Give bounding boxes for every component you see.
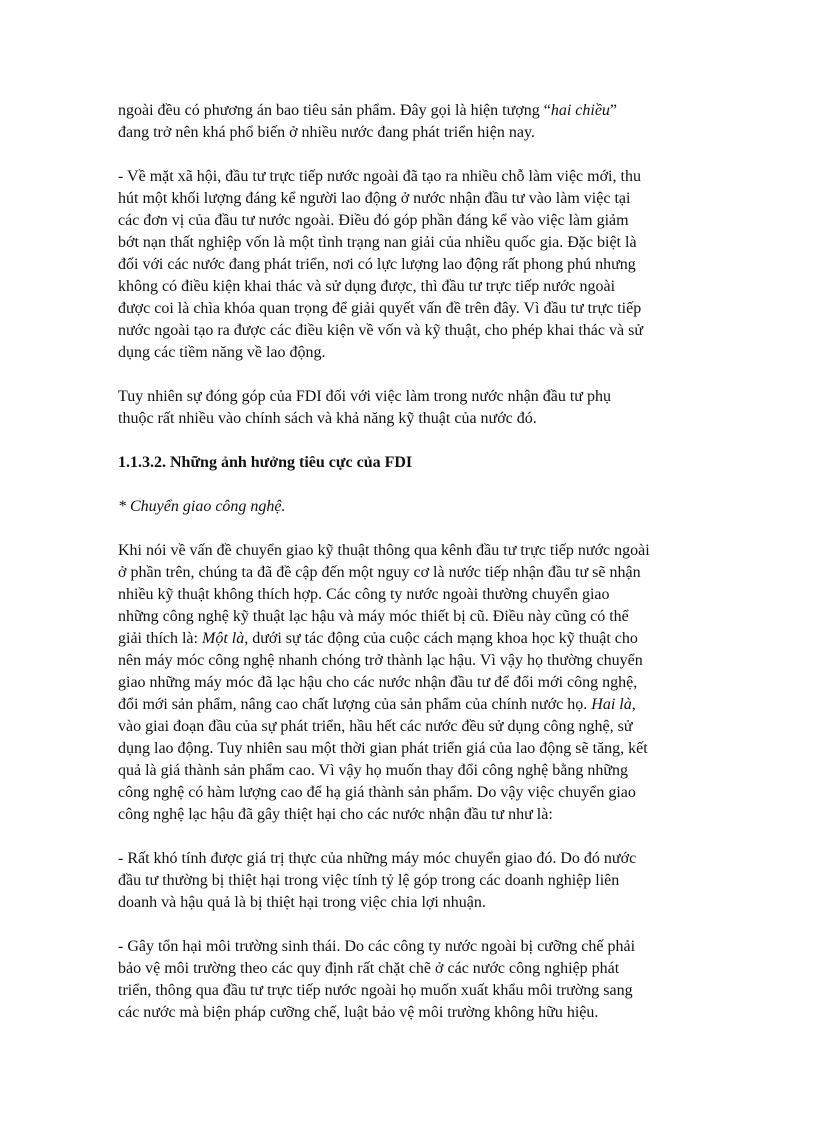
text-run: ” đang trở nên khá phổ biến ở nhiều nước đang phát triển hiện nay. [118,102,618,141]
text-run: ngoài đều có phương án bao tiêu sản phẩm. Đây gọi là hiện tượng “ [118,102,551,119]
text-run: , vào giai đoạn đầu của sự phát triển, hầu hết các nước đều sử dụng công nghệ, sử dụng lao động. Tuy nhiên sau một thời gian phát triển giá của lao động sẽ tăng, kết quả là giá thành sản phẩm cao. Vì vậy họ muốn thay đổi công nghệ bằng những công nghệ có hàm lượng cao để hạ giá thành sản phẩm. Do vậy việc chuyển giao công nghệ lạc hậu đã gây thiệt hại cho các nước nhận đầu tư như là: [118,696,648,823]
italic-term: Một là [201,630,245,647]
paragraph-social-impact: - Về mặt xã hội, đầu tư trực tiếp nước ngoài đã tạo ra nhiều chỗ làm việc mới, thu hút một khối lượng đáng kể người lao động ở nước nhận đầu tư vào làm việc tại các đơn vị của đầu tư nước ngoài. Điều đó góp phần đáng kể vào việc làm giảm bớt nạn thất nghiệp vốn là một tình trạng nan giải của nhiều quốc gia. Đặc biệt là đối với các nước đang phát triển, nơi có lực lượng lao động rất phong phú nhưng không có điều kiện khai thác và sử dụng được, thì đầu tư trực tiếp nước ngoài được coi là chìa khóa quan trọng để giải quyết vấn đề trên đây. Vì đầu tư trực tiếp nước ngoài tạo ra được các điều kiện về vốn và kỹ thuật, cho phép khai thác và sử dụng các tiềm năng về lao động. [118,168,643,361]
section-heading: 1.1.3.2. Những ảnh hưởng tiêu cực của FDI [118,454,413,471]
document-page [118,100,700,1046]
text-run: Khi nói về vấn đề chuyển giao kỹ thuật thông qua kênh đầu tư trực tiếp nước ngoài ở phần trên, chúng ta đã đề cập đến một nguy cơ là nước tiếp nhận đầu tư sẽ nhận nhiều kỹ thuật không thích hợp. Các công ty nước ngoài thường chuyển giao những công nghệ kỹ thuật lạc hậu và máy móc thiết bị cũ. Điều này cũng có thể giải thích là: [118,542,650,647]
paragraph-fdi-employment: Tuy nhiên sự đóng góp của FDI đối với việc làm trong nước nhận đầu tư phụ thuộc rất nhiều vào chính sách và khả năng kỹ thuật của nước đó. [118,388,611,427]
paragraph-technology-transfer [118,540,700,826]
italic-term: hai chiều [550,102,610,119]
paragraph-valuation-loss: - Rất khó tính được giá trị thực của những máy móc chuyển giao đó. Do đó nước đầu tư thường bị thiệt hại trong việc tính tỷ lệ góp trong các doanh nghiệp liên doanh và hậu quả là bị thiệt hại trong việc chia lợi nhuận. [118,850,637,911]
subsection-heading: * Chuyển giao công nghệ. [118,498,286,515]
text-run: , dưới sự tác động của cuộc cách mạng khoa học kỹ thuật cho nên máy móc công nghệ nhanh chóng trở thành lạc hậu. Vì vậy họ thường chuyển giao những máy móc đã lạc hậu cho các nước nhận đầu tư để đổi mới công nghệ, đổi mới sản phẩm, nâng cao chất lượng của sản phẩm của chính nước họ. [118,630,643,713]
italic-term: Hai là [591,696,632,713]
paragraph-environment-damage: - Gây tổn hại môi trường sinh thái. Do các công ty nước ngoài bị cưỡng chế phải bảo vệ môi trường theo các quy định rất chặt chẽ ở các nước công nghiệp phát triển, thông qua đầu tư trực tiếp nước ngoài họ muốn xuất khẩu môi trường sang các nước mà biện pháp cưỡng chế, luật bảo vệ môi trường không hữu hiệu. [118,938,636,1021]
paragraph-two-way-phenomenon [118,100,700,144]
